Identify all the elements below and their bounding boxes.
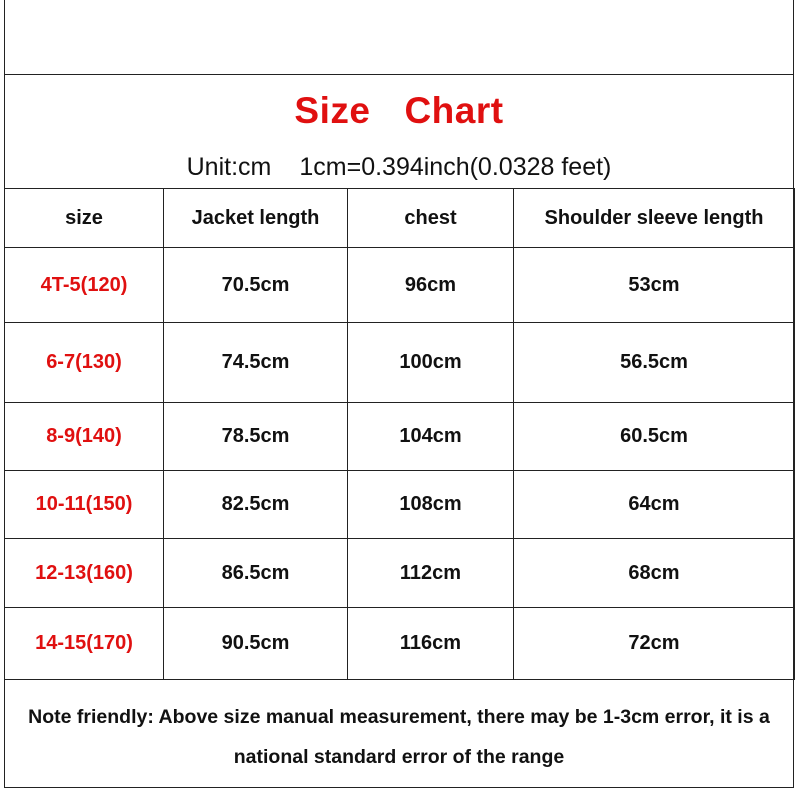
shoulder-sleeve-cell: 68cm — [514, 539, 795, 608]
note-text — [4, 697, 794, 777]
jacket-length-cell: 90.5cm — [164, 608, 348, 680]
jacket-length-cell: 70.5cm — [164, 248, 348, 323]
jacket-length-cell: 86.5cm — [164, 539, 348, 608]
jacket-length-cell: 74.5cm — [164, 323, 348, 403]
title-word-chart: Chart — [404, 90, 504, 131]
jacket-length-cell: 78.5cm — [164, 403, 348, 471]
chest-cell: 112cm — [348, 539, 514, 608]
column-header-shoulder-sleeve-length: Shoulder sleeve length — [514, 189, 795, 248]
table-row — [5, 471, 795, 539]
page-title — [4, 90, 794, 132]
table-row — [5, 323, 795, 403]
chest-cell: 116cm — [348, 608, 514, 680]
table-row — [5, 539, 795, 608]
shoulder-sleeve-cell: 64cm — [514, 471, 795, 539]
size-cell: 8-9(140) — [5, 403, 164, 471]
table-row — [5, 608, 795, 680]
size-cell: 12-13(160) — [5, 539, 164, 608]
table-header-row — [5, 189, 795, 248]
top-divider — [4, 74, 794, 75]
size-cell: 4T-5(120) — [5, 248, 164, 323]
size-cell: 14-15(170) — [5, 608, 164, 680]
chest-cell: 104cm — [348, 403, 514, 471]
shoulder-sleeve-cell: 60.5cm — [514, 403, 795, 471]
column-header-jacket-length: Jacket length — [164, 189, 348, 248]
chest-cell: 108cm — [348, 471, 514, 539]
column-header-size: size — [5, 189, 164, 248]
unit-label: Unit:cm — [186, 153, 272, 181]
shoulder-sleeve-cell: 53cm — [514, 248, 795, 323]
unit-line — [4, 153, 794, 182]
column-header-chest: chest — [348, 189, 514, 248]
unit-conversion: 1cm=0.394inch(0.0328 feet) — [299, 153, 612, 181]
note-line-1: Note friendly: Above size manual measurement, there may be 1-3cm error, it is a — [28, 706, 770, 728]
shoulder-sleeve-cell: 56.5cm — [514, 323, 795, 403]
shoulder-sleeve-cell: 72cm — [514, 608, 795, 680]
size-table — [4, 188, 795, 680]
table-row — [5, 248, 795, 323]
jacket-length-cell: 82.5cm — [164, 471, 348, 539]
note-line-2: national standard error of the range — [233, 746, 565, 768]
chest-cell: 100cm — [348, 323, 514, 403]
table-row — [5, 403, 795, 471]
size-cell: 10-11(150) — [5, 471, 164, 539]
size-cell: 6-7(130) — [5, 323, 164, 403]
title-word-size: Size — [294, 90, 371, 131]
chest-cell: 96cm — [348, 248, 514, 323]
